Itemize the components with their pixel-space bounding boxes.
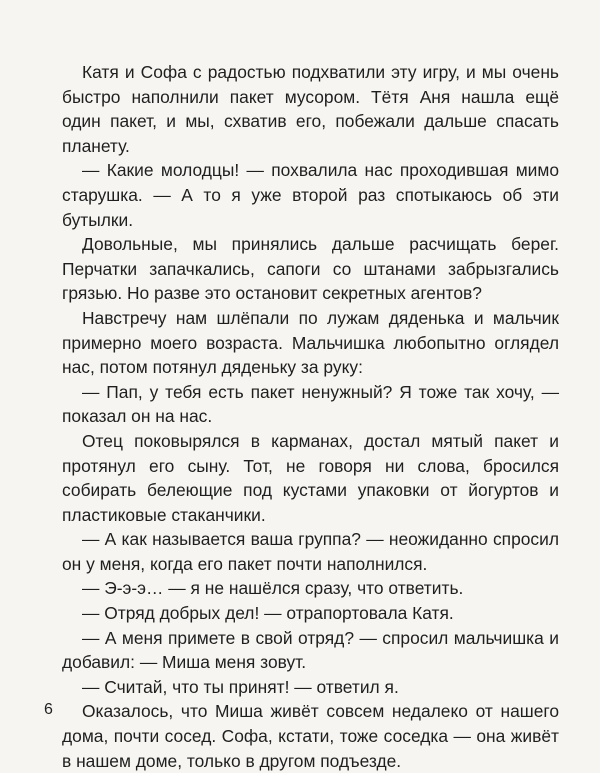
paragraph: — А меня примете в свой отряд? — спросил мальчишка и добавил: — Миша меня зовут.: [62, 627, 559, 673]
paragraph: Довольные, мы принялись дальше расчищать берег. Перчатки запачкались, сапоги со штанами забрызгались грязью. Но разве это остановит секретных агентов?: [62, 234, 559, 304]
paragraph: — Пап, у тебя есть пакет ненужный? Я тоже так хочу, — показал он на нас.: [62, 381, 559, 427]
page-number: 6: [44, 701, 53, 718]
paragraph: Отец поковырялся в карманах, достал мятый пакет и протянул его сыну. Тот, не говоря ни слова, бросился собирать белеющие под кустами упаковки от йогуртов и пластиковые стаканчики.: [62, 430, 559, 525]
paragraph: Оказалось, что Миша живёт совсем недалеко от нашего дома, почти сосед. Софа, кстати, тоже соседка — она живёт в нашем доме, только в другом подъезде.: [62, 701, 559, 771]
body-text: [62, 60, 559, 773]
paragraph: — Считай, что ты принят! — ответил я.: [82, 676, 399, 697]
paragraph: — Э-э-э… — я не нашёлся сразу, что ответить.: [82, 578, 464, 599]
paragraph: — Отряд добрых дел! — отрапортовала Катя.: [82, 603, 454, 624]
paragraph: Катя и Софа с радостью подхватили эту игру, и мы очень быстро наполнили пакет мусором. Тётя Аня нашла ещё один пакет, и мы, схватив его, побежали дальше спасать планету.: [62, 62, 559, 156]
paragraph: — Какие молодцы! — похвалила нас проходившая мимо старушка. — А то я уже второй раз спотыкаюсь об эти бутылки.: [62, 160, 559, 230]
paragraph: — А как называется ваша группа? — неожиданно спросил он у меня, когда его пакет почти наполнился.: [62, 529, 559, 574]
paragraph: Навстречу нам шлёпали по лужам дяденька и мальчик примерно моего возраста. Мальчишка любопытно оглядел нас, потом потянул дяденьку за руку:: [62, 307, 559, 378]
